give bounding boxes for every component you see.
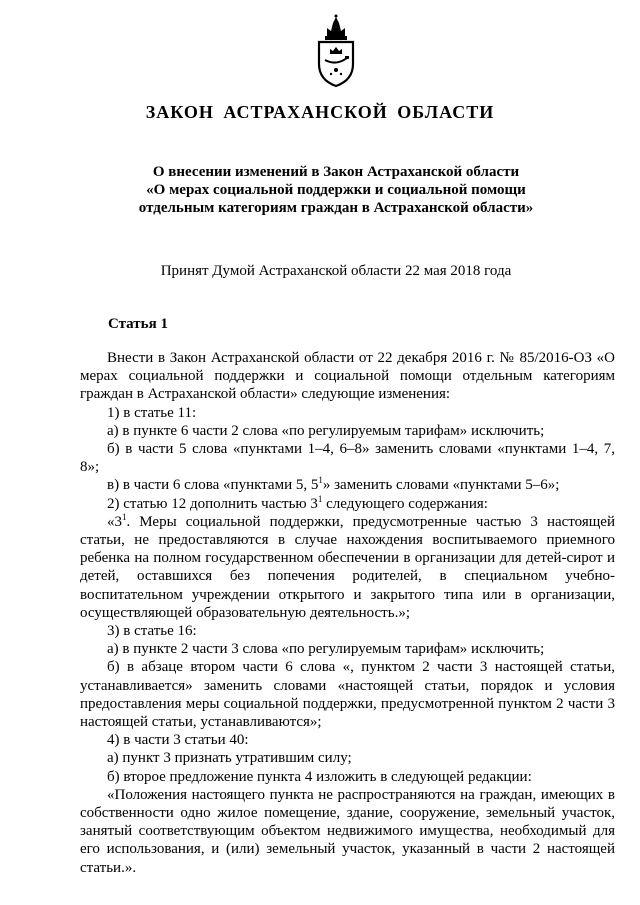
subtitle-line: отдельным категориям граждан в Астраханской области» xyxy=(138,200,534,216)
superscript: 1 xyxy=(318,475,323,486)
astrakhan-coat-of-arms-icon xyxy=(313,14,359,88)
paragraph: 4) в части 3 статьи 40: xyxy=(107,732,249,749)
paragraph: «$3^1$. Меры социальной поддержки, предусмотренные частью 3 настоящей статьи, не предоставляются в случае нахождения воспитываемого приемного ребенка на полном государственном обеспечении в организации для детей-сирот и детей, оставшихся без попечения родителей, в специальном учебно-воспитательном учреждении открытого и закрытого типа или в организации, осуществляющей образовательную деятельность.»; xyxy=(80,511,615,621)
article-body xyxy=(80,349,615,877)
paragraph: а) в пункте 2 части 3 слова «по регулируемым тарифам» исключить; xyxy=(107,641,545,658)
paragraph: Внести в Закон Астраханской области от 22 декабря 2016 г. № 85/2016-ОЗ «О мерах социальной поддержки и социальной помощи отдельным категориям граждан в Астраханской области» следующие изменения: xyxy=(80,350,615,403)
paragraph: б) в абзаце втором части 6 слова «, пунктом 2 части 3 настоящей статьи, устанавливается» заменить словами «настоящей статьи, порядок и условия предоставления меры социальной поддержки, предусмотренной пунктом 2 части 3 настоящей статьи, устанавливаются»; xyxy=(80,659,615,731)
paragraph: в) в части 6 слова «пунктами 5, $5^1$» заменить словами «пунктами 5–6»; xyxy=(107,475,560,494)
paragraph: 2) статью 12 дополнить частью $3^1$ следующего содержания: xyxy=(107,493,488,512)
subtitle-line: О внесении изменений в Закон Астраханской области xyxy=(152,164,520,180)
paragraph: 1) в статье 11: xyxy=(107,404,197,421)
article-heading: Статья 1 xyxy=(108,316,168,332)
paragraph: а) в пункте 6 части 2 слова «по регулируемым тарифам» исключить; xyxy=(107,422,545,439)
paragraph: б) в части 5 слова «пунктами 1–4, 6–8» заменить словами «пунктами 1–4, 7, 8»; xyxy=(80,441,615,476)
paragraph: б) второе предложение пункта 4 изложить в следующей редакции: xyxy=(107,768,532,785)
paragraph: 3) в статье 16: xyxy=(107,623,197,640)
law-title: ЗАКОН АСТРАХАНСКОЙ ОБЛАСТИ xyxy=(145,102,495,122)
adoption-note: Принят Думой Астраханской области 22 мая 2018 года xyxy=(160,263,512,279)
paragraph: а) пункт 3 признать утратившим силу; xyxy=(107,750,352,767)
law-subtitle xyxy=(80,163,592,217)
superscript: 1 xyxy=(122,511,127,522)
superscript: 1 xyxy=(317,493,323,504)
crown-icon xyxy=(327,17,345,38)
subtitle-line: «О мерах социальной поддержки и социальной помощи xyxy=(146,182,526,198)
paragraph: «Положения настоящего пункта не распространяются на граждан, имеющих в собственности одно жилое помещение, здание, сооружение, земельный участок, занятый соответствующим объектом недвижимого имущества, необходимый для его использования, и (или) земельный участок, указанный в части 2 настоящей статьи.». xyxy=(80,786,615,876)
